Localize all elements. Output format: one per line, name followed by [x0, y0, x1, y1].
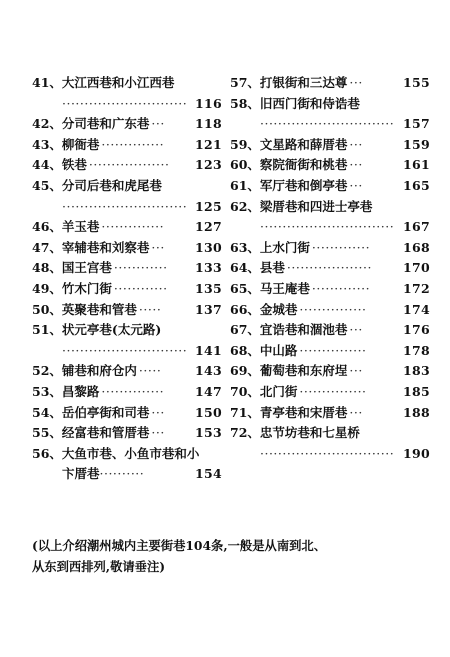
entry-number: 71 — [230, 404, 248, 420]
leader-dots: ·········· — [99, 466, 145, 482]
leader-dots: ······························ — [260, 116, 395, 132]
leader-dots: ············ — [113, 280, 168, 296]
leader-dots: ············· — [311, 280, 371, 296]
entry-title: 、羊玉巷 — [49, 219, 100, 235]
entry-title: 、大江西巷和小江西巷 — [49, 75, 175, 90]
entry-title: 、铺巷和府仓内 — [49, 363, 137, 379]
entry-page-number: 137 — [195, 301, 222, 317]
entry-page-number: 147 — [195, 383, 222, 399]
entry-page-number: 121 — [195, 136, 222, 152]
entry-title: 、打银街和三达尊 — [247, 75, 348, 90]
entry-page-number: 123 — [195, 157, 222, 173]
entry-page-number: 178 — [403, 342, 430, 358]
leader-dots: ·············· — [101, 219, 165, 235]
entry-page-number: 157 — [403, 116, 430, 132]
leader-dots: ·················· — [88, 157, 170, 173]
entry-number: 65 — [230, 280, 248, 296]
leader-dots: ··· — [151, 404, 165, 420]
toc-entry — [230, 279, 430, 300]
toc-entry — [230, 135, 430, 156]
entry-page-number: 153 — [195, 425, 222, 441]
toc-entry — [32, 300, 222, 321]
entry-number: 69 — [230, 363, 248, 379]
entry-page-number: 154 — [195, 466, 222, 482]
toc-entry — [230, 341, 430, 362]
toc-entry — [32, 320, 222, 341]
entry-number: 41 — [32, 75, 50, 90]
entry-number: 46 — [32, 219, 50, 235]
entry-title: 、国王宫巷 — [49, 260, 112, 276]
leader-dots: ··············· — [299, 301, 367, 317]
entry-page-number: 159 — [403, 136, 430, 152]
entry-title: 、旧西门街和侍诰巷 — [247, 95, 360, 111]
toc-entry-continuation — [32, 94, 222, 115]
leader-dots: ··· — [151, 116, 165, 132]
entry-page-number: 172 — [403, 280, 430, 296]
entry-title: 、分司巷和广东巷 — [49, 116, 150, 132]
toc-entry — [230, 300, 430, 321]
toc-entry-continuation — [230, 217, 430, 238]
toc-entry — [32, 423, 222, 444]
entry-page-number: 185 — [403, 383, 430, 399]
entry-number: 60 — [230, 157, 248, 173]
leader-dots: ···························· — [62, 95, 188, 111]
toc-entry — [32, 176, 222, 197]
entry-title: 、铁巷 — [49, 157, 87, 173]
toc-entry — [230, 94, 430, 115]
entry-title: 、宜诰巷和涸池巷 — [247, 322, 348, 338]
toc-entry-continuation — [32, 197, 222, 218]
entry-page-number: 155 — [403, 75, 430, 90]
leader-dots: ······························ — [260, 445, 395, 461]
toc-entry — [32, 155, 222, 176]
toc-entry — [32, 258, 222, 279]
leader-dots: ···························· — [62, 342, 188, 358]
toc-entry — [230, 176, 430, 197]
leader-dots: ·············· — [101, 383, 165, 399]
toc-right-column — [230, 73, 430, 464]
toc-entry — [32, 361, 222, 382]
entry-title: 、军厅巷和倒亭巷 — [247, 177, 348, 193]
leader-dots: ·············· — [101, 136, 165, 152]
entry-title: 、宰辅巷和刘察巷 — [49, 239, 150, 255]
entry-title: 、察院衙街和桃巷 — [247, 157, 348, 173]
toc-entry — [230, 382, 430, 403]
toc-entry — [230, 73, 430, 94]
entry-number: 43 — [32, 136, 50, 152]
leader-dots: ··· — [151, 425, 165, 441]
leader-dots: ··············· — [299, 342, 367, 358]
entry-number: 52 — [32, 363, 50, 379]
leader-dots: ······························ — [260, 219, 395, 235]
entry-number: 59 — [230, 136, 248, 152]
toc-left-column — [32, 73, 222, 485]
entry-page-number: 135 — [195, 280, 222, 296]
entry-page-number: 127 — [195, 219, 222, 235]
entry-number: 54 — [32, 404, 50, 420]
entry-title: 、昌黎路 — [49, 383, 100, 399]
leader-dots: ··· — [349, 75, 363, 90]
footnote-line-1: (以上介绍潮州城内主要街巷104条,一般是从南到北、 — [32, 538, 327, 553]
entry-title: 、葡萄巷和东府埕 — [247, 363, 348, 379]
footnote — [32, 535, 432, 577]
entry-page-number: 150 — [195, 404, 222, 420]
leader-dots: ···························· — [62, 198, 188, 214]
toc-entry — [230, 361, 430, 382]
entry-title: 卞厝巷 — [62, 466, 100, 482]
leader-dots: ··· — [349, 136, 363, 152]
entry-number: 44 — [32, 157, 50, 173]
entry-page-number: 183 — [403, 363, 430, 379]
toc-entry-continuation — [230, 114, 430, 135]
toc-entry — [230, 320, 430, 341]
entry-page-number: 116 — [195, 95, 222, 111]
entry-title: 、英聚巷和管巷 — [49, 301, 137, 317]
leader-dots: ··· — [349, 322, 363, 338]
toc-entry — [32, 114, 222, 135]
footnote-line-2: 从东到西排列,敬请垂注) — [32, 559, 166, 574]
toc-entry — [230, 197, 430, 218]
entry-page-number: 165 — [403, 177, 430, 193]
entry-page-number: 176 — [403, 322, 430, 338]
entry-title: 、县巷 — [247, 260, 285, 276]
entry-title: 、忠节坊巷和七星桥 — [247, 425, 360, 441]
entry-number: 49 — [32, 280, 50, 296]
entry-title: 、柳衙巷 — [49, 136, 100, 152]
entry-title: 、青亭巷和宋厝巷 — [247, 404, 348, 420]
entry-number: 61 — [230, 177, 248, 193]
leader-dots: ··· — [349, 177, 363, 193]
entry-page-number: 188 — [403, 404, 430, 420]
entry-title: 、中山路 — [247, 342, 298, 358]
entry-number: 57 — [230, 75, 248, 90]
entry-page-number: 168 — [403, 239, 430, 255]
leader-dots: ··· — [349, 363, 363, 379]
leader-dots: ··· — [349, 157, 363, 173]
entry-title: 、分司后巷和虎尾巷 — [49, 177, 162, 193]
entry-page-number: 167 — [403, 219, 430, 235]
entry-number: 45 — [32, 177, 50, 193]
entry-title: 、状元亭巷(太元路) — [49, 322, 162, 338]
entry-page-number: 190 — [403, 445, 430, 461]
entry-number: 51 — [32, 322, 50, 338]
entry-page-number: 133 — [195, 260, 222, 276]
entry-number: 56 — [32, 445, 50, 461]
entry-number: 70 — [230, 383, 248, 399]
entry-title: 、上水门街 — [247, 239, 310, 255]
entry-page-number: 143 — [195, 363, 222, 379]
entry-number: 58 — [230, 95, 248, 111]
entry-number: 72 — [230, 425, 248, 441]
entry-title: 、大鱼市巷、小鱼市巷和小 — [49, 445, 200, 461]
leader-dots: ····· — [138, 301, 162, 317]
entry-page-number: 130 — [195, 239, 222, 255]
leader-dots: ··· — [151, 239, 165, 255]
toc-entry — [32, 279, 222, 300]
entry-page-number: 125 — [195, 198, 222, 214]
toc-entry — [230, 238, 430, 259]
entry-title: 、竹木门街 — [49, 280, 112, 296]
toc-entry — [230, 155, 430, 176]
entry-number: 42 — [32, 116, 50, 132]
toc-entry — [230, 403, 430, 424]
entry-page-number: 161 — [403, 157, 430, 173]
entry-number: 64 — [230, 260, 248, 276]
toc-entry-continuation — [230, 444, 430, 465]
toc-entry — [230, 423, 430, 444]
entry-title: 、马王庵巷 — [247, 280, 310, 296]
toc-entry — [230, 258, 430, 279]
toc-entry — [32, 217, 222, 238]
entry-title: 、北门街 — [247, 383, 298, 399]
leader-dots: ············· — [311, 239, 371, 255]
toc-entry — [32, 444, 222, 465]
toc-entry-continuation — [32, 341, 222, 362]
leader-dots: ··················· — [286, 260, 372, 276]
leader-dots: ··············· — [299, 383, 367, 399]
leader-dots: ····· — [138, 363, 162, 379]
toc-entry — [32, 238, 222, 259]
toc-entry-continuation — [32, 464, 222, 485]
entry-number: 47 — [32, 239, 50, 255]
toc-entry — [32, 73, 222, 94]
entry-number: 66 — [230, 301, 248, 317]
toc-entry — [32, 403, 222, 424]
entry-number: 50 — [32, 301, 50, 317]
leader-dots: ············ — [113, 260, 168, 276]
toc-entry — [32, 382, 222, 403]
toc-entry — [32, 135, 222, 156]
entry-number: 62 — [230, 198, 248, 214]
entry-title: 、经富巷和管厝巷 — [49, 425, 150, 441]
entry-title: 、金城巷 — [247, 301, 298, 317]
entry-number: 48 — [32, 260, 50, 276]
leader-dots: ··· — [349, 404, 363, 420]
entry-page-number: 170 — [403, 260, 430, 276]
entry-page-number: 174 — [403, 301, 430, 317]
entry-number: 63 — [230, 239, 248, 255]
entry-page-number: 118 — [195, 116, 222, 132]
entry-page-number: 141 — [195, 342, 222, 358]
entry-title: 、岳伯亭街和司巷 — [49, 404, 150, 420]
entry-title: 、梁厝巷和四进士亭巷 — [247, 198, 373, 214]
entry-title: 、文星路和薛厝巷 — [247, 136, 348, 152]
entry-number: 55 — [32, 425, 50, 441]
entry-number: 68 — [230, 342, 248, 358]
entry-number: 67 — [230, 322, 248, 338]
entry-number: 53 — [32, 383, 50, 399]
